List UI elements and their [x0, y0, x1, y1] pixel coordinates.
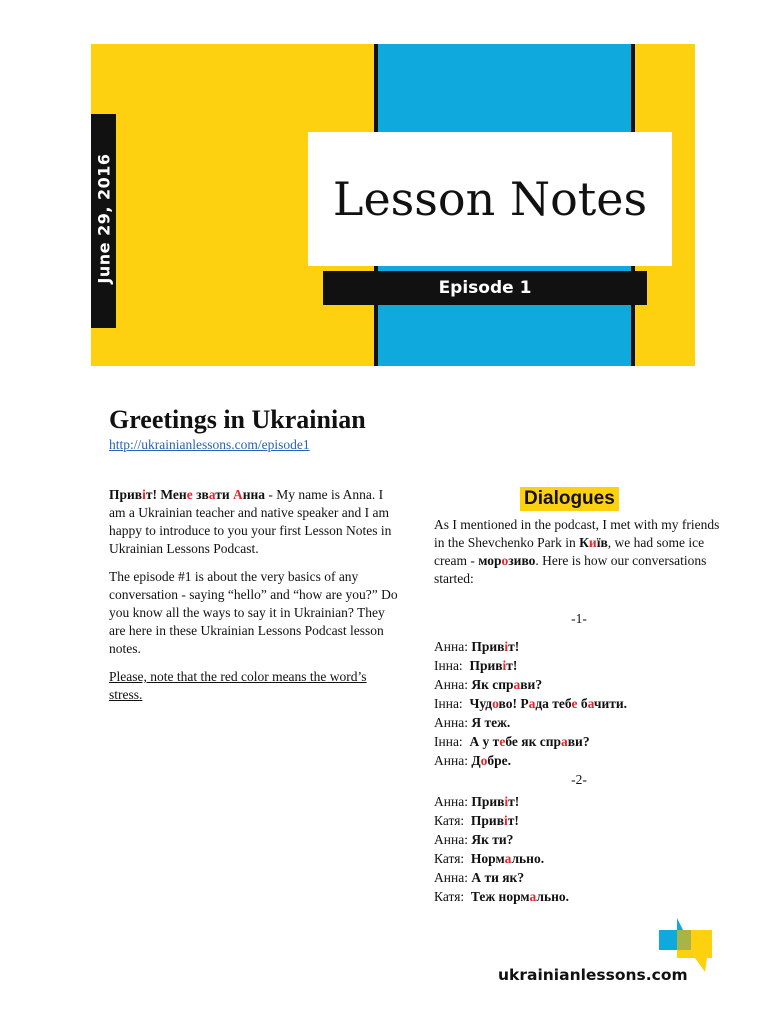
uk-greeting: Привіт! Мене звати Анна	[109, 487, 266, 502]
dialogue-2-number: -2-	[571, 772, 587, 787]
title-box	[308, 132, 672, 266]
dialogue-line: Катя: Нормально.	[434, 851, 545, 866]
episode-label: Episode 1	[323, 271, 647, 305]
episode-link[interactable]: http://ukrainianlessons.com/episode1	[109, 437, 310, 452]
dialogue-line: Інна: А у тебе як справи?	[434, 734, 590, 749]
logo-text: ukrainianlessons.com	[498, 966, 688, 984]
dialogue-1-number: -1-	[571, 611, 587, 626]
page-title: Lesson Notes	[332, 172, 648, 226]
dialogue-line: Анна: Привіт!	[434, 794, 520, 809]
header-banner	[91, 44, 695, 366]
dialogues-intro: As I mentioned in the podcast, I met with my friends in the Shevchenko Park in Київ, we had some ice cream - морозиво. Here is how our conversations started:	[434, 517, 720, 586]
dialogue-line: Анна: Як справи?	[434, 677, 543, 692]
episode-description: The episode #1 is about the very basics of any conversation - saying “hello” and “how are you?” Do you know all the ways to say it in Ukrainian? They are here in these Ukrainian Lessons Podcast lesson notes.	[109, 569, 398, 656]
dialogue-line: Анна: Привіт!	[434, 639, 520, 654]
dialogue-line: Катя: Привіт!	[434, 813, 519, 828]
dialogues-column	[434, 516, 724, 907]
dialogues-heading: Dialogues	[520, 487, 619, 511]
stress-note: Please, note that the red color means the word’s stress.	[109, 669, 367, 702]
dialogue-line: Анна: Як ти?	[434, 832, 514, 847]
date-label: June 29, 2016	[94, 153, 114, 284]
dialogue-line: Інна: Привіт!	[434, 658, 518, 673]
dialogue-line: Анна: А ти як?	[434, 870, 525, 885]
intro-paragraph: Привіт! Мене звати Анна - My name is Anna. I am a Ukrainian teacher and native speaker and I am happy to introduce to you your first Lesson Notes in Ukrainian Lessons Podcast.	[109, 487, 392, 556]
dialogue-line: Анна: Добре.	[434, 753, 511, 768]
dialogue-line: Анна: Я теж.	[434, 715, 511, 730]
dialogue-line: Катя: Теж нормально.	[434, 889, 569, 904]
intro-column	[109, 486, 399, 714]
dialogue-line: Інна: Чудово! Рада тебе бачити.	[434, 696, 628, 711]
lesson-heading: Greetings in Ukrainian	[109, 405, 366, 434]
